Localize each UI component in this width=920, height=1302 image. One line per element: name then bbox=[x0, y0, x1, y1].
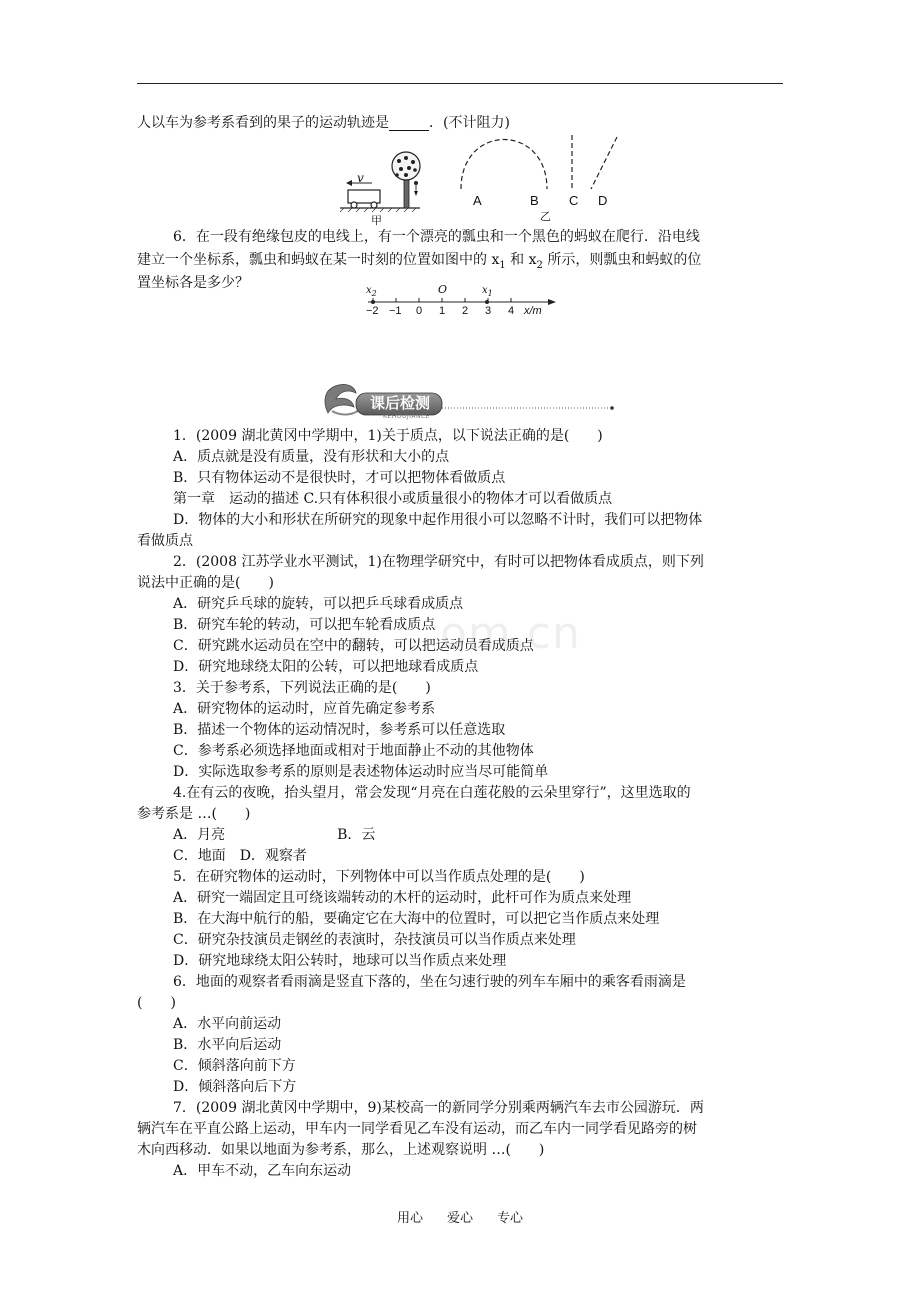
q7-stem-cont-1: 辆汽车在平直公路上运动，甲车内一同学看见乙车没有运动，而乙车内一同学看见路旁的树 bbox=[137, 1121, 697, 1137]
banner-swoosh-icon bbox=[325, 384, 356, 413]
q2-option-a: A．研究乒乓球的旋转，可以把乒乓球看成质点 bbox=[173, 596, 464, 612]
tick-label-2: 2 bbox=[462, 305, 469, 317]
q1-option-d-cont: 看做质点 bbox=[137, 533, 193, 549]
tick-label-4: 4 bbox=[508, 305, 515, 317]
q6-stem: 6．地面的观察者看雨滴是竖直下落的，坐在匀速行驶的列车车厢中的乘客看雨滴是 bbox=[173, 974, 686, 990]
q3-option-d: D．实际选取参考系的原则是表述物体运动时应当尽可能简单 bbox=[173, 764, 549, 780]
q2-option-c: C．研究跳水运动员在空中的翻转，可以把运动员看成质点 bbox=[173, 638, 534, 654]
q3-option-a: A．研究物体的运动时，应首先确定参考系 bbox=[173, 701, 436, 717]
q2-stem: 2．(2008 江苏学业水平测试，1)在物理学研究中，有时可以把物体看成质点，则下列 bbox=[173, 554, 704, 570]
q4-options-ab: A．月亮 B．云 bbox=[173, 827, 376, 843]
q6-option-a: A．水平向前运动 bbox=[173, 1016, 282, 1032]
x1-label: $x_1$ bbox=[482, 285, 493, 298]
track-label-a: A bbox=[473, 193, 482, 208]
figure-label-jia: 甲 bbox=[371, 214, 382, 227]
q2-stem-cont: 说法中正确的是( ) bbox=[137, 575, 274, 591]
q2-option-d: D．研究地球绕太阳的公转，可以把地球看成质点 bbox=[173, 659, 479, 675]
footer-word-3: 专心 bbox=[497, 1211, 524, 1226]
q1-option-d: D．物体的大小和形状在所研究的现象中起作用很小可以忽略不计时，我们可以把物体 bbox=[173, 512, 703, 528]
origin-label: O bbox=[438, 283, 448, 296]
footer-word-2: 爱心 bbox=[446, 1211, 473, 1226]
q4-stem: 4.在有云的夜晚，抬头望月，常会发现“月亮在白莲花般的云朵里穿行”，这里选取的 bbox=[173, 785, 691, 801]
q6-line-3: 置坐标各是多少？ bbox=[137, 275, 249, 291]
q5-option-b: B．在大海中航行的船，要确定它在大海中的位置时，可以把它当作质点来处理 bbox=[173, 911, 660, 927]
q7-stem: 7．(2009 湖北黄冈中学期中，9)某校高一的新同学分别乘两辆汽车去市公园游玩．两 bbox=[173, 1100, 704, 1116]
q4-options-cd: C．地面 D．观察者 bbox=[173, 848, 307, 864]
banner-pinyin: KEHOUJIANCE bbox=[383, 413, 430, 420]
track-label-c: C bbox=[569, 193, 579, 208]
watermark: om.cn bbox=[440, 608, 581, 659]
fill-in-question bbox=[137, 113, 510, 133]
q7-option-a: A．甲车不动，乙车向东运动 bbox=[173, 1163, 352, 1179]
q6-line-1: 6．在一段有绝缘包皮的电线上，有一个漂亮的瓢虫和一个黑色的蚂蚁在爬行．沿电线 bbox=[173, 229, 700, 245]
q1-option-c: 第一章 运动的描述 C.只有体积很小或质量很小的物体才可以看做质点 bbox=[173, 491, 613, 507]
tick-label-0: 0 bbox=[416, 305, 423, 317]
q5-stem: 5．在研究物体的运动时，下列物体中可以当作质点处理的是( ) bbox=[173, 869, 585, 885]
figure-label-yi: 乙 bbox=[540, 210, 551, 223]
footer-word-1: 用心 bbox=[396, 1211, 423, 1226]
q6-option-b: B．水平向后运动 bbox=[173, 1037, 282, 1053]
cart-tree-figure bbox=[336, 150, 446, 222]
velocity-label: v bbox=[357, 171, 364, 185]
tick-label-1: 1 bbox=[439, 305, 446, 317]
trajectory-options-figure bbox=[455, 133, 625, 193]
q2-option-b: B．研究车轮的转动，可以把车轮看成质点 bbox=[173, 617, 436, 633]
q5-option-d: D．研究地球绕太阳公转时，地球可以当作质点来处理 bbox=[173, 953, 507, 969]
tick-label-neg1: −1 bbox=[389, 305, 402, 317]
section-banner bbox=[322, 381, 622, 423]
page-footer bbox=[0, 1207, 920, 1226]
q6-option-c: C．倾斜落向前下方 bbox=[173, 1058, 296, 1074]
q1-stem: 1．(2009 湖北黄冈中学期中，1)关于质点，以下说法正确的是( ) bbox=[173, 428, 603, 444]
tick-label-neg2: −2 bbox=[366, 305, 379, 317]
q3-option-b: B．描述一个物体的运动情况时，参考系可以任意选取 bbox=[173, 722, 506, 738]
track-label-b: B bbox=[530, 193, 539, 208]
track-label-d: D bbox=[598, 193, 608, 208]
q1-option-b: B．只有物体运动不是很快时，才可以把物体看做质点 bbox=[173, 470, 506, 486]
q6-stem-cont: ( ) bbox=[137, 995, 176, 1011]
question-text: 人以车为参考系看到的果子的运动轨迹是 bbox=[137, 115, 389, 131]
header-rule bbox=[137, 83, 783, 84]
q3-stem: 3．关于参考系，下列说法正确的是( ) bbox=[173, 680, 431, 696]
tick-label-3: 3 bbox=[485, 305, 492, 317]
q5-option-a: A．研究一端固定且可绕该端转动的木杆的运动时，此杆可作为质点来处理 bbox=[173, 890, 632, 906]
q4-stem-cont: 参考系是 …( ) bbox=[137, 806, 251, 822]
axis-unit-label: x/m bbox=[524, 305, 542, 317]
question-text-tail: ．(不计阻力) bbox=[429, 115, 510, 131]
answer-blank bbox=[389, 116, 429, 131]
q5-option-c: C．研究杂技演员走钢丝的表演时，杂技演员可以当作质点来处理 bbox=[173, 932, 576, 948]
q7-stem-cont-2: 木向西移动．如果以地面为参考系，那么，上述观察说明 …( ) bbox=[137, 1142, 545, 1158]
banner-title: 课后检测 bbox=[370, 394, 431, 412]
q3-option-c: C．参考系必须选择地面或相对于地面静止不动的其他物体 bbox=[173, 743, 534, 759]
q1-option-a: A．质点就是没有质量，没有形状和大小的点 bbox=[173, 449, 450, 465]
q6-option-d: D．倾斜落向后下方 bbox=[173, 1079, 297, 1095]
q6-line-2: 建立一个坐标系，瓢虫和蚂蚁在某一时刻的位置如图中的 $x_1$ 和 $x_2$ 所示，则瓢虫和蚂蚁的位 bbox=[137, 252, 702, 271]
x2-label: $x_2$ bbox=[366, 285, 377, 298]
